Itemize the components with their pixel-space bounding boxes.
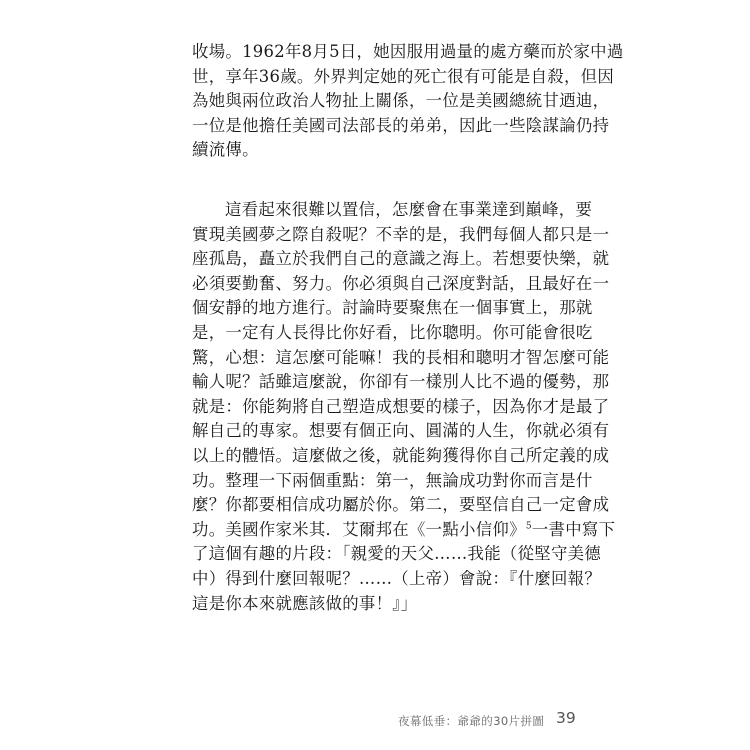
text-segment: 功。美國作家米其．艾爾邦在《一點小信仰》 bbox=[192, 519, 526, 539]
text-line: 收場。1962年8月5日，她因服用過量的處方藥而於家中過 bbox=[192, 42, 624, 61]
text-line: 了這個有趣的片段：「親愛的天父……我能（從堅守美德 bbox=[192, 544, 602, 564]
text-line: 一位是他擔任美國司法部長的弟弟，因此一些陰謀論仍持 bbox=[192, 115, 610, 135]
running-footer-book-title: 夜幕低垂：爺爺的30片拼圖 bbox=[398, 714, 545, 728]
text-line: 這看起來很難以置信，怎麼會在事業達到巔峰，要 bbox=[225, 200, 593, 219]
footnote-marker: 5 bbox=[525, 521, 532, 532]
paragraph-2 bbox=[192, 198, 616, 616]
text-line: 驚，心想：這怎麼可能嘛！我的長相和聰明才智怎麼可能 bbox=[192, 347, 610, 367]
text-line: 中）得到什麼回報呢？……（上帝）會說：『什麼回報？ bbox=[192, 568, 602, 588]
page-number: 39 bbox=[556, 709, 576, 727]
text-line: 功。整理一下兩個重點：第一，無論成功對你而言是什 bbox=[192, 470, 593, 490]
page-footer bbox=[0, 709, 750, 733]
text-line: 解自己的專家。想要有個正向、圓滿的人生，你就必須有 bbox=[192, 421, 610, 441]
paragraph-1 bbox=[192, 40, 624, 163]
text-line: 以上的體悟。這麼做之後，就能夠獲得你自己所定義的成 bbox=[192, 445, 610, 465]
text-line: 續流傳。 bbox=[192, 140, 259, 160]
text-line: 為她與兩位政治人物扯上關係，一位是美國總統甘迺迪， bbox=[192, 91, 610, 111]
text-line: 輸人呢？話雖這麼說，你卻有一樣別人比不過的優勢，那 bbox=[192, 372, 610, 392]
text-line: 是，一定有人長得比你好看，比你聰明。你可能會很吃 bbox=[192, 322, 593, 342]
text-line: 實現美國夢之際自殺呢？不幸的是，我們每個人都只是一 bbox=[192, 224, 610, 244]
text-line: 麼？你都要相信成功屬於你。第二，要堅信自己一定會成 bbox=[192, 495, 610, 515]
text-line: 就是：你能夠將自己塑造成想要的樣子，因為你才是最了 bbox=[192, 396, 610, 416]
text-segment: 一書中寫下 bbox=[531, 519, 616, 539]
text-line: 個安靜的地方進行。討論時要聚焦在一個事實上，那就 bbox=[192, 298, 593, 318]
text-line: 必須要勤奮、努力。你必須與自己深度對話，且最好在一 bbox=[192, 273, 610, 293]
text-line: 這是你本來就應該做的事！』」 bbox=[192, 593, 418, 613]
text-line-with-footnote bbox=[192, 518, 616, 543]
text-line: 座孤島，矗立於我們自己的意識之海上。若想要快樂，就 bbox=[192, 249, 610, 269]
text-line: 世，享年36歲。外界判定她的死亡很有可能是自殺，但因 bbox=[192, 66, 615, 86]
